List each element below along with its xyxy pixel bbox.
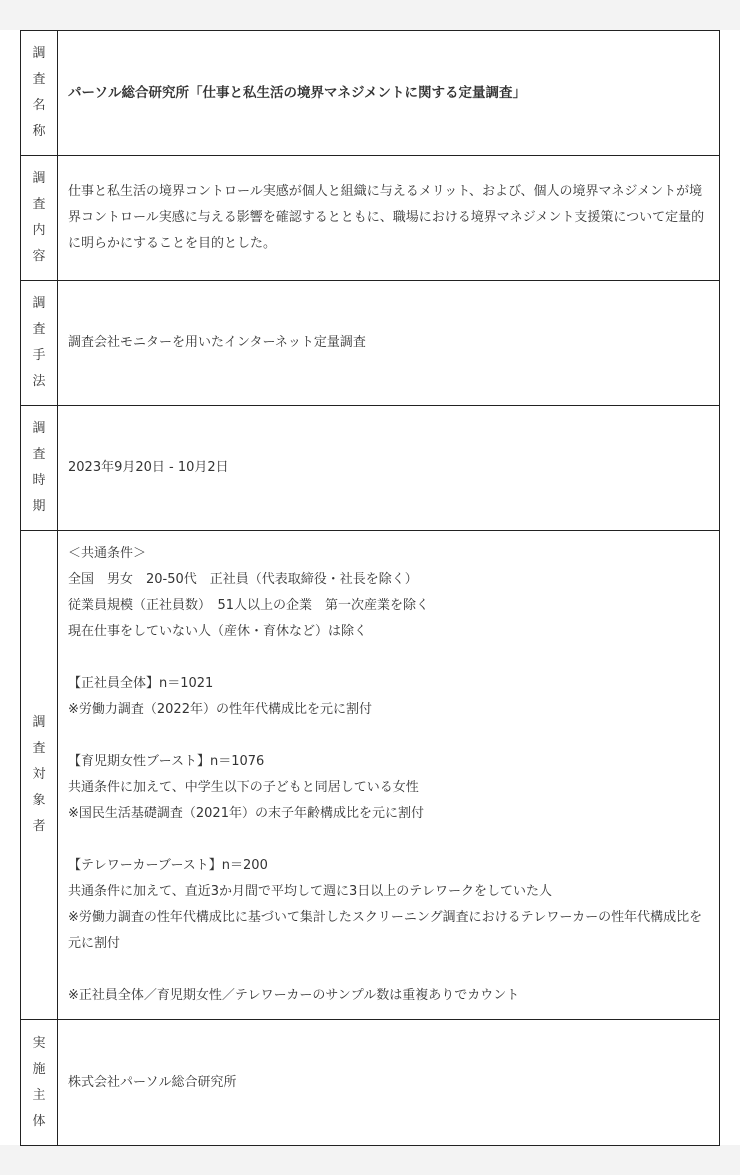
target-line: 【テレワーカーブースト】n＝200 [68, 858, 268, 873]
row-label [21, 416, 57, 520]
label-char: 法 [32, 374, 46, 389]
label-char: 者 [32, 819, 46, 834]
row-organizer [21, 1020, 720, 1146]
label-char: 調 [32, 715, 46, 730]
label-char: 査 [32, 741, 46, 756]
label-char: 時 [32, 473, 46, 488]
survey-period-text: 2023年9月20日 - 10月2日 [68, 460, 229, 475]
row-label [21, 710, 57, 840]
label-char: 調 [32, 46, 46, 61]
survey-overview-table [20, 30, 720, 1146]
value-cell-survey-target [58, 531, 720, 1020]
organizer-text: 株式会社パーソル総合研究所 [68, 1074, 237, 1090]
survey-title: パーソル総合研究所「仕事と私生活の境界マネジメントに関する定量調査」 [68, 84, 527, 101]
target-line: 従業員規模（正社員数） 51人以上の企業 第一次産業を除く [68, 598, 430, 613]
label-char: 体 [32, 1113, 46, 1129]
target-line: ＜共通条件＞ [68, 546, 147, 561]
target-spacer [68, 827, 709, 853]
label-char: 称 [32, 124, 46, 139]
label-char: 主 [32, 1087, 46, 1103]
target-line: 【育児期女性ブースト】n＝1076 [68, 754, 265, 769]
target-spacer [68, 645, 709, 671]
label-char: 実 [32, 1035, 46, 1051]
row-label [21, 41, 57, 145]
label-char: 調 [32, 296, 46, 311]
row-label [21, 291, 57, 395]
value-cell-survey-name [58, 31, 720, 156]
target-line: 共通条件に加えて、中学生以下の子どもと同居している女性 [68, 780, 419, 795]
target-spacer [68, 723, 709, 749]
label-char: 査 [32, 322, 46, 337]
label-char: 調 [32, 171, 46, 186]
label-char: 名 [32, 98, 46, 113]
label-char: 容 [32, 249, 46, 264]
target-line: 【正社員全体】n＝1021 [68, 676, 214, 691]
value-cell-organizer [58, 1020, 720, 1146]
label-cell-organizer [21, 1020, 58, 1146]
target-line: ※労働力調査（2022年）の性年代構成比を元に割付 [68, 702, 372, 717]
label-char: 象 [32, 793, 46, 808]
target-spacer [68, 957, 709, 983]
target-line: 共通条件に加えて、直近3か月間で平均して週に3日以上のテレワークをしていた人 [68, 884, 553, 899]
row-survey-method [21, 281, 720, 406]
target-line: 現在仕事をしていない人（産休・育休など）は除く [68, 624, 368, 639]
target-line: 全国 男女 20-50代 正社員（代表取締役・社長を除く） [68, 572, 418, 587]
row-survey-target [21, 531, 720, 1020]
label-char: 内 [32, 223, 46, 238]
label-char: 査 [32, 72, 46, 87]
label-char: 手 [32, 348, 46, 363]
label-cell-survey-target [21, 531, 58, 1020]
label-cell-survey-method [21, 281, 58, 406]
label-cell-survey-period [21, 406, 58, 531]
target-line: ※正社員全体／育児期女性／テレワーカーのサンプル数は重複ありでカウント [68, 988, 520, 1003]
target-line: ※労働力調査の性年代構成比に基づいて集計したスクリーニング調査におけるテレワーカーの性年代構成比を元に割付 [68, 910, 703, 951]
label-char: 査 [32, 197, 46, 212]
label-char: 査 [32, 447, 46, 462]
label-char: 期 [32, 499, 46, 514]
value-cell-survey-period [58, 406, 720, 531]
row-label [21, 166, 57, 270]
value-cell-survey-method [58, 281, 720, 406]
label-char: 調 [32, 421, 46, 436]
row-survey-period [21, 406, 720, 531]
survey-content-text: 仕事と私生活の境界コントロール実感が個人と組織に与えるメリット、および、個人の境界マネジメントが境界コントロール実感に与える影響を確認するとともに、職場における境界マネジメント支援策について定量的に明らかにすることを目的とした。 [68, 184, 705, 251]
row-survey-content [21, 156, 720, 281]
label-char: 対 [32, 767, 46, 782]
target-line: ※国民生活基礎調査（2021年）の末子年齢構成比を元に割付 [68, 806, 424, 821]
value-cell-survey-content [58, 156, 720, 281]
row-survey-name [21, 31, 720, 156]
survey-method-text: 調査会社モニターを用いたインターネット定量調査 [68, 335, 366, 350]
row-label [21, 1031, 57, 1135]
label-cell-survey-content [21, 156, 58, 281]
label-char: 施 [32, 1061, 46, 1077]
survey-overview-sheet [0, 30, 740, 1145]
label-cell-survey-name [21, 31, 58, 156]
